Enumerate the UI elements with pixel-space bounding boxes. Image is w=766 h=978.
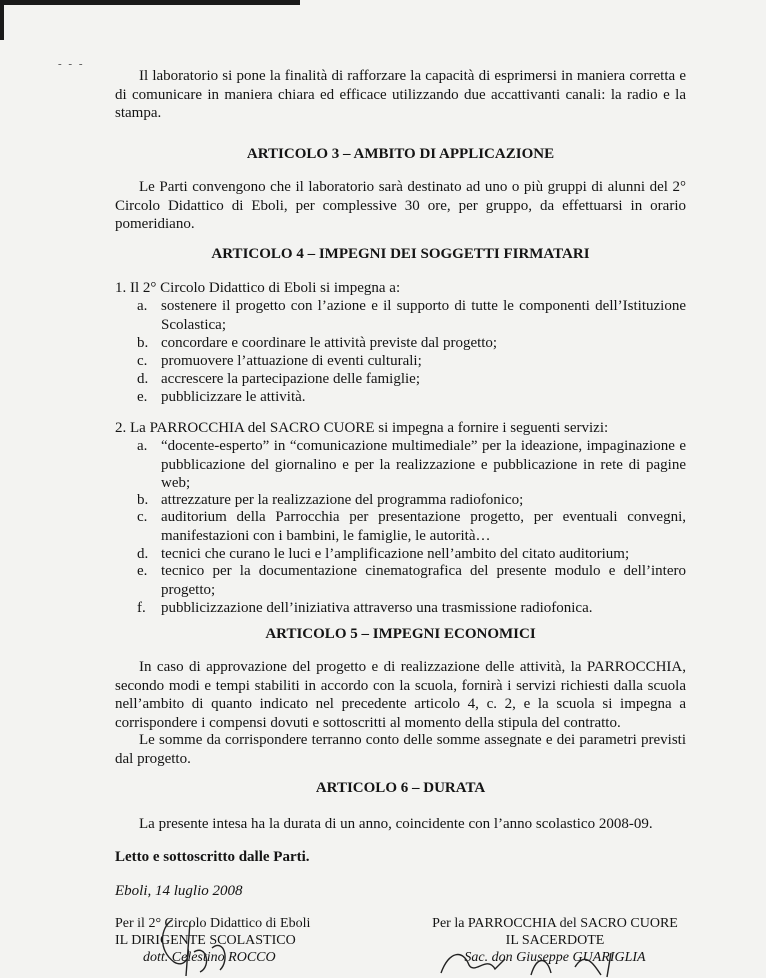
article-4-part1-intro: 1. Il 2° Circolo Didattico di Eboli si impegna a: [115,280,401,296]
closing-statement: Letto e sottoscritto dalle Parti. [115,849,310,865]
item-marker: d. [137,546,149,562]
article-6-text: La presente intesa ha la durata di un anno, coincidente con l’anno scolastico 2008-09. [139,816,653,832]
article-3-title: ARTICOLO 3 – AMBITO DI APPLICAZIONE [246,146,555,162]
signature-block-left [115,915,395,966]
signatory-org: Per la PARROCCHIA del SACRO CUORE [432,916,678,931]
intro-paragraph: Il laboratorio si pone la finalità di rafforzare la capacità di esprimersi in maniera corretta e di comunicare in maniera chiara ed efficace utilizzando due accattivanti canali: la radio e la stampa. [115,68,686,121]
item-text: pubblicizzare le attività. [161,389,306,405]
item-text: concordare e coordinare le attività previste dal progetto; [161,335,498,351]
item-text: tecnici che curano le luci e l’amplificazione nell’ambito del citato auditorium; [161,546,630,562]
item-text: attrezzature per la realizzazione del programma radiofonico; [161,492,524,508]
article-3-text: Le Parti convengono che il laboratorio sarà destinato ad uno o più gruppi di alunni del 2° Circolo Didattico di Eboli, per complessive 30 ore, per gruppo, da effettuarsi in orario pomeridiano. [115,179,686,232]
signatory-role: IL DIRIGENTE SCOLASTICO [115,933,296,948]
article-4-part2-intro: 2. La PARROCCHIA del SACRO CUORE si impegna a fornire i seguenti servizi: [115,420,609,436]
signatory-role: IL SACERDOTE [505,933,605,948]
article-5-text-2: Le somme da corrispondere terranno conto delle somme assegnate e dei parametri previsti dal progetto. [115,732,686,767]
place-date: Eboli, 14 luglio 2008 [115,883,243,899]
signatory-name: dott. Celestino ROCCO [143,950,276,965]
item-text: accrescere la partecipazione delle famiglie; [161,371,420,387]
item-text: pubblicizzazione dell’iniziativa attraverso una trasmissione radiofonica. [161,600,593,616]
item-marker: e. [137,389,148,405]
item-text: sostenere il progetto con l’azione e il supporto di tutte le componenti dell’Istituzione Scolastica; [161,298,686,333]
item-marker: a. [137,438,148,454]
signatory-name: Sac. don Giuseppe GUARIGLIA [464,950,646,965]
item-marker: d. [137,371,149,387]
article-5-text: In caso di approvazione del progetto e di realizzazione delle attività, la PARROCCHIA, secondo modi e tempi stabiliti in accordo con la scuola, fornirà i servizi richiesti dalla scuola nell’ambito di quanto indicato nel precedente articolo 4, c. 2, e la scuola si impegna a corrispondere i compensi dovuti e sottoscritti al momento della stipula del contratto. [115,659,686,731]
item-marker: e. [137,563,148,579]
article-4-title: ARTICOLO 4 – IMPEGNI DEI SOGGETTI FIRMATARI [211,246,590,262]
item-marker: f. [137,600,146,616]
signature-block-right [410,915,700,966]
article-5-title: ARTICOLO 5 – IMPEGNI ECONOMICI [265,626,536,642]
item-marker: a. [137,298,148,314]
item-text: tecnico per la documentazione cinematografica del presente modulo e dell’intero progetto; [161,563,686,598]
item-marker: b. [137,492,149,508]
item-text: promuovere l’attuazione di eventi culturali; [161,353,422,369]
item-marker: b. [137,335,149,351]
scan-speck: - - - [58,58,85,70]
item-text: auditorium della Parrocchia per presentazione progetto, per eventuali convegni, manifestazioni con i bambini, le famiglie, le autorità… [161,509,686,544]
item-text: “docente-esperto” in “comunicazione multimediale” per la ideazione, impaginazione e pubblicazione del giornalino e per la realizzazione e pubblicazione in rete di pagine web; [161,438,686,491]
scan-edge-left [0,0,4,40]
scan-edge-top [0,0,300,5]
item-marker: c. [137,353,148,369]
article-6-title: ARTICOLO 6 – DURATA [315,780,486,796]
signatory-org: Per il 2° Circolo Didattico di Eboli [115,916,311,931]
item-marker: c. [137,509,148,525]
